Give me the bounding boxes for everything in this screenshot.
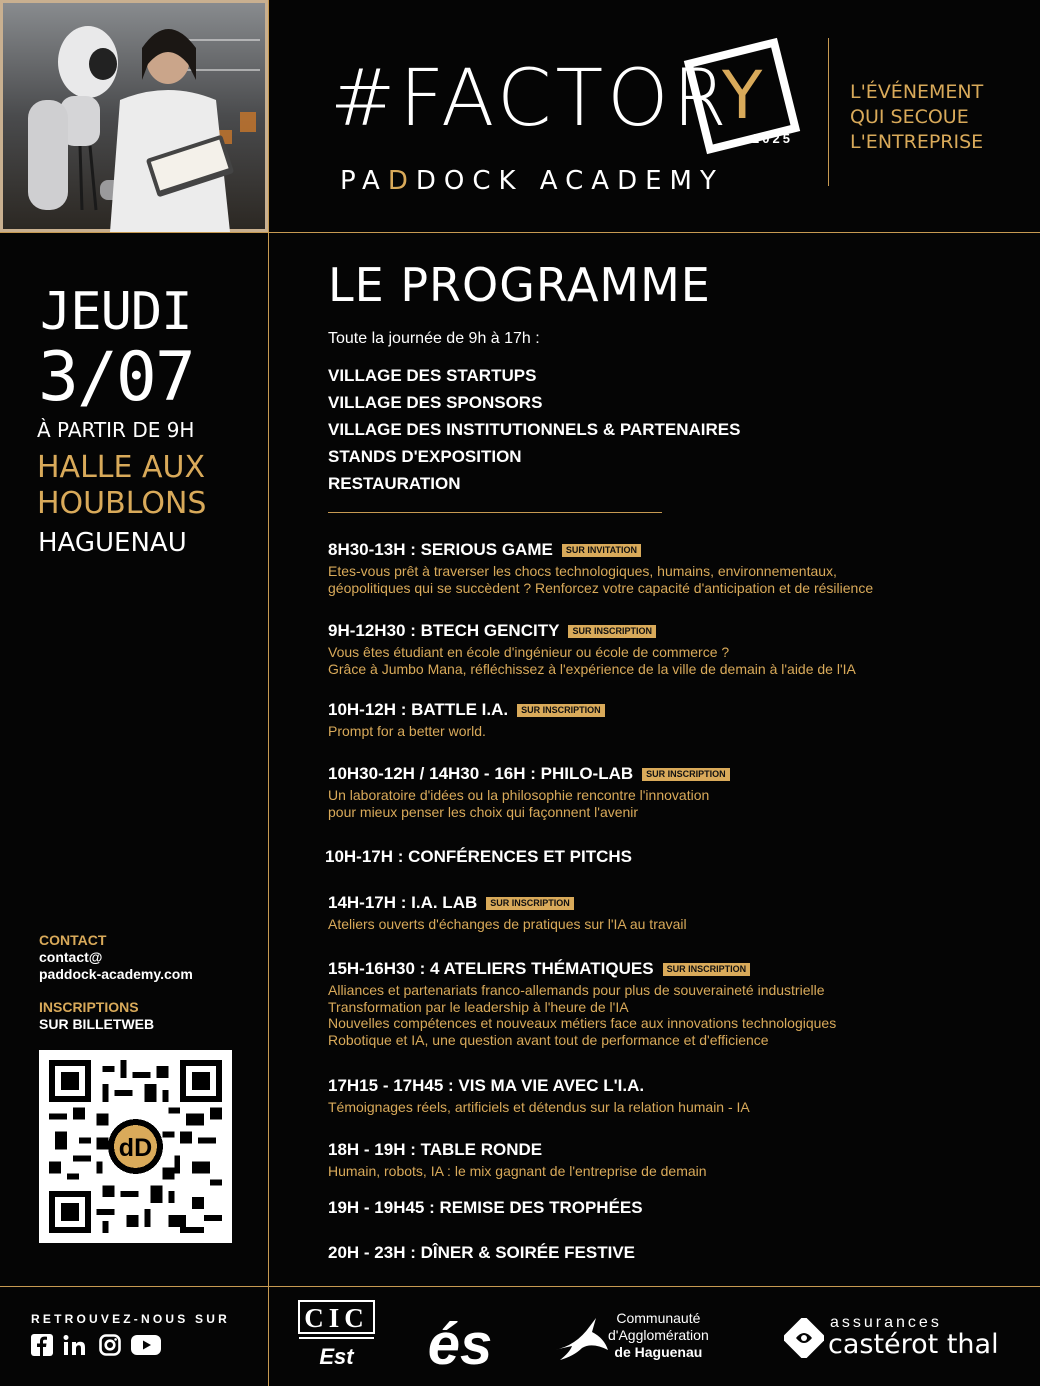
left-column-divider bbox=[268, 0, 269, 1386]
linkedin-icon[interactable] bbox=[63, 1334, 89, 1356]
event-date: 3/07 bbox=[38, 338, 194, 417]
description-line: Un laboratoire d'idées ou la philosophie rencontre l'innovation bbox=[328, 787, 710, 803]
description-line: Vous êtes étudiant en école d'ingénieur ou école de commerce ? bbox=[328, 644, 730, 660]
schedule-item bbox=[325, 847, 632, 867]
footer-divider bbox=[0, 1286, 1040, 1287]
casterot-emblem-icon bbox=[784, 1318, 824, 1358]
schedule-item-title: 10H-12H : BATTLE I.A. SUR INSCRIPTION bbox=[328, 700, 605, 720]
description-line: Etes-vous prêt à traverser les chocs technologiques, humains, environnementaux, bbox=[328, 563, 837, 579]
description-line: Transformation par le leadership à l'heure de l'IA bbox=[328, 998, 629, 1015]
sponsor-haguenau-logo bbox=[552, 1310, 724, 1366]
sponsor-haguenau-line: Communauté bbox=[616, 1310, 701, 1326]
logo-wordmark: #FACTOR bbox=[330, 54, 731, 144]
schedule-item bbox=[328, 1198, 643, 1218]
description-line: pour mieux penser les choix qui façonnent l'avenir bbox=[328, 803, 639, 820]
schedule-item-description bbox=[328, 916, 687, 933]
villages-list bbox=[328, 362, 740, 497]
schedule-item bbox=[328, 959, 836, 1048]
contact-email[interactable]: contact@ paddock-academy.com bbox=[39, 949, 193, 982]
schedule-item-title: 8H30-13H : SERIOUS GAME SUR INVITATION bbox=[328, 540, 873, 560]
svg-text:Est: Est bbox=[319, 1344, 354, 1369]
village-item: RESTAURATION bbox=[328, 474, 461, 493]
tagline-line: L'ENTREPRISE bbox=[850, 131, 984, 153]
tagline-line: L'ÉVÉNEMENT bbox=[850, 81, 984, 103]
schedule-item-title: 14H-17H : I.A. LAB SUR INSCRIPTION bbox=[328, 893, 687, 913]
schedule-item bbox=[328, 1140, 707, 1180]
programme-divider bbox=[328, 512, 662, 513]
registration-badge: SUR INSCRIPTION bbox=[663, 963, 751, 976]
sponsor-haguenau-line: d'Agglomération bbox=[608, 1327, 709, 1343]
event-start-time: À PARTIR DE 9H bbox=[37, 418, 195, 442]
registration-badge: SUR INSCRIPTION bbox=[486, 897, 574, 910]
registration-badge: SUR INSCRIPTION bbox=[642, 768, 730, 781]
description-line: Ateliers ouverts d'échanges de pratiques sur l'IA au travail bbox=[328, 916, 687, 932]
social-links bbox=[31, 1334, 161, 1356]
description-line: Témoignages réels, artificiels et détendus sur la relation humain - IA bbox=[328, 1099, 750, 1115]
registration-badge: SUR INSCRIPTION bbox=[517, 704, 605, 717]
logo-y-letter: Y bbox=[721, 57, 763, 135]
qr-code[interactable] bbox=[39, 1050, 232, 1243]
sponsor-haguenau-line: de Haguenau bbox=[614, 1344, 703, 1360]
bird-icon bbox=[552, 1316, 608, 1364]
schedule-item-description bbox=[328, 1163, 707, 1180]
logo-year: 2025 bbox=[752, 131, 793, 146]
village-item: VILLAGE DES INSTITUTIONNELS & PARTENAIRES bbox=[328, 420, 741, 439]
sponsor-casterot-name: castérot thal bbox=[828, 1329, 999, 1360]
description-line: Nouvelles compétences et nouveaux métiers face aux innovations technologiques bbox=[328, 1015, 837, 1031]
description-line: géopolitiques qui se succèdent ? Renforcez votre capacité d'anticipation et de résilience bbox=[328, 579, 874, 596]
registration-badge: SUR INVITATION bbox=[562, 544, 641, 557]
schedule-item-title: 10H-17H : CONFÉRENCES ET PITCHS bbox=[325, 847, 632, 866]
header-divider bbox=[0, 232, 1040, 233]
facebook-icon[interactable] bbox=[31, 1334, 53, 1356]
logo-subtitle: PADDOCK ACADEMY bbox=[340, 166, 724, 196]
tagline-divider bbox=[828, 38, 829, 186]
schedule-item-description bbox=[328, 787, 730, 820]
registration-badge: SUR INSCRIPTION bbox=[568, 625, 656, 638]
schedule-item bbox=[328, 1243, 635, 1263]
event-day: JEUDI bbox=[40, 282, 192, 342]
schedule-item-title: 17H15 - 17H45 : VIS MA VIE AVEC L'I.A. bbox=[328, 1076, 645, 1095]
svg-text:dD: dD bbox=[118, 1134, 153, 1163]
schedule-item-title: 18H - 19H : TABLE RONDE bbox=[328, 1140, 543, 1159]
village-item: VILLAGE DES SPONSORS bbox=[328, 393, 543, 412]
schedule-item bbox=[328, 540, 873, 596]
inscriptions-value: SUR BILLETWEB bbox=[39, 1016, 155, 1032]
schedule-item-title: 19H - 19H45 : REMISE DES TROPHÉES bbox=[328, 1198, 643, 1217]
village-item: VILLAGE DES STARTUPS bbox=[328, 366, 537, 385]
description-line: Humain, robots, IA : le mix gagnant de l'entreprise de demain bbox=[328, 1163, 707, 1179]
schedule-item-title: 10H30-12H / 14H30 - 16H : PHILO-LAB SUR INSCRIPTION bbox=[328, 764, 730, 784]
schedule-item-description bbox=[328, 1099, 750, 1116]
event-venue: HALLE AUX HOUBLONS bbox=[37, 450, 207, 521]
schedule-item-description bbox=[328, 723, 605, 740]
sponsor-es-logo bbox=[420, 1298, 500, 1372]
follow-us-label: RETROUVEZ-NOUS SUR bbox=[31, 1312, 230, 1326]
contact-label: CONTACT bbox=[39, 932, 107, 948]
description-line: Grâce à Jumbo Mana, réfléchissez à l'expérience de la ville de demain à l'aide de l'IA bbox=[328, 660, 856, 677]
youtube-icon[interactable] bbox=[131, 1334, 161, 1356]
schedule-item-title: 9H-12H30 : BTECH GENCITY SUR INSCRIPTION bbox=[328, 621, 856, 641]
svg-text:CIC: CIC bbox=[304, 1303, 369, 1333]
instagram-icon[interactable] bbox=[99, 1334, 121, 1356]
allday-intro: Toute la journée de 9h à 17h : bbox=[328, 330, 540, 347]
tagline-line: QUI SECOUE bbox=[850, 106, 969, 128]
contact-block bbox=[39, 932, 193, 1033]
schedule-item-title: 20H - 23H : DÎNER & SOIRÉE FESTIVE bbox=[328, 1243, 636, 1262]
schedule-item-description bbox=[328, 644, 856, 677]
robot-and-woman-illustration bbox=[0, 0, 268, 232]
schedule-item bbox=[328, 1076, 750, 1116]
village-item: STANDS D'EXPOSITION bbox=[328, 447, 522, 466]
schedule-item bbox=[328, 621, 856, 677]
sponsor-cic-logo bbox=[298, 1300, 375, 1372]
schedule-item bbox=[328, 764, 730, 820]
schedule-item-description bbox=[328, 563, 873, 596]
schedule-item bbox=[328, 700, 605, 740]
sponsor-casterot-logo bbox=[784, 1314, 1014, 1362]
schedule-item-description bbox=[328, 982, 836, 1048]
description-line: Robotique et IA, une question avant tout de performance et d'efficience bbox=[328, 1031, 769, 1048]
description-line: Alliances et partenariats franco-allemands pour plus de souveraineté industrielle bbox=[328, 982, 825, 998]
schedule-item bbox=[328, 893, 687, 933]
inscriptions-label: INSCRIPTIONS bbox=[39, 999, 139, 1015]
event-city: HAGUENAU bbox=[38, 528, 187, 558]
tagline bbox=[850, 80, 983, 155]
schedule-item-title: 15H-16H30 : 4 ATELIERS THÉMATIQUES SUR INSCRIPTION bbox=[328, 959, 836, 979]
hero-image bbox=[0, 0, 268, 232]
sponsor-casterot-top: assurances bbox=[830, 1314, 942, 1331]
factory-logo bbox=[330, 40, 810, 200]
svg-text:és: és bbox=[427, 1312, 493, 1372]
qr-code-image bbox=[49, 1060, 222, 1233]
programme-title: LE PROGRAMME bbox=[328, 258, 711, 312]
description-line: Prompt for a better world. bbox=[328, 723, 486, 739]
